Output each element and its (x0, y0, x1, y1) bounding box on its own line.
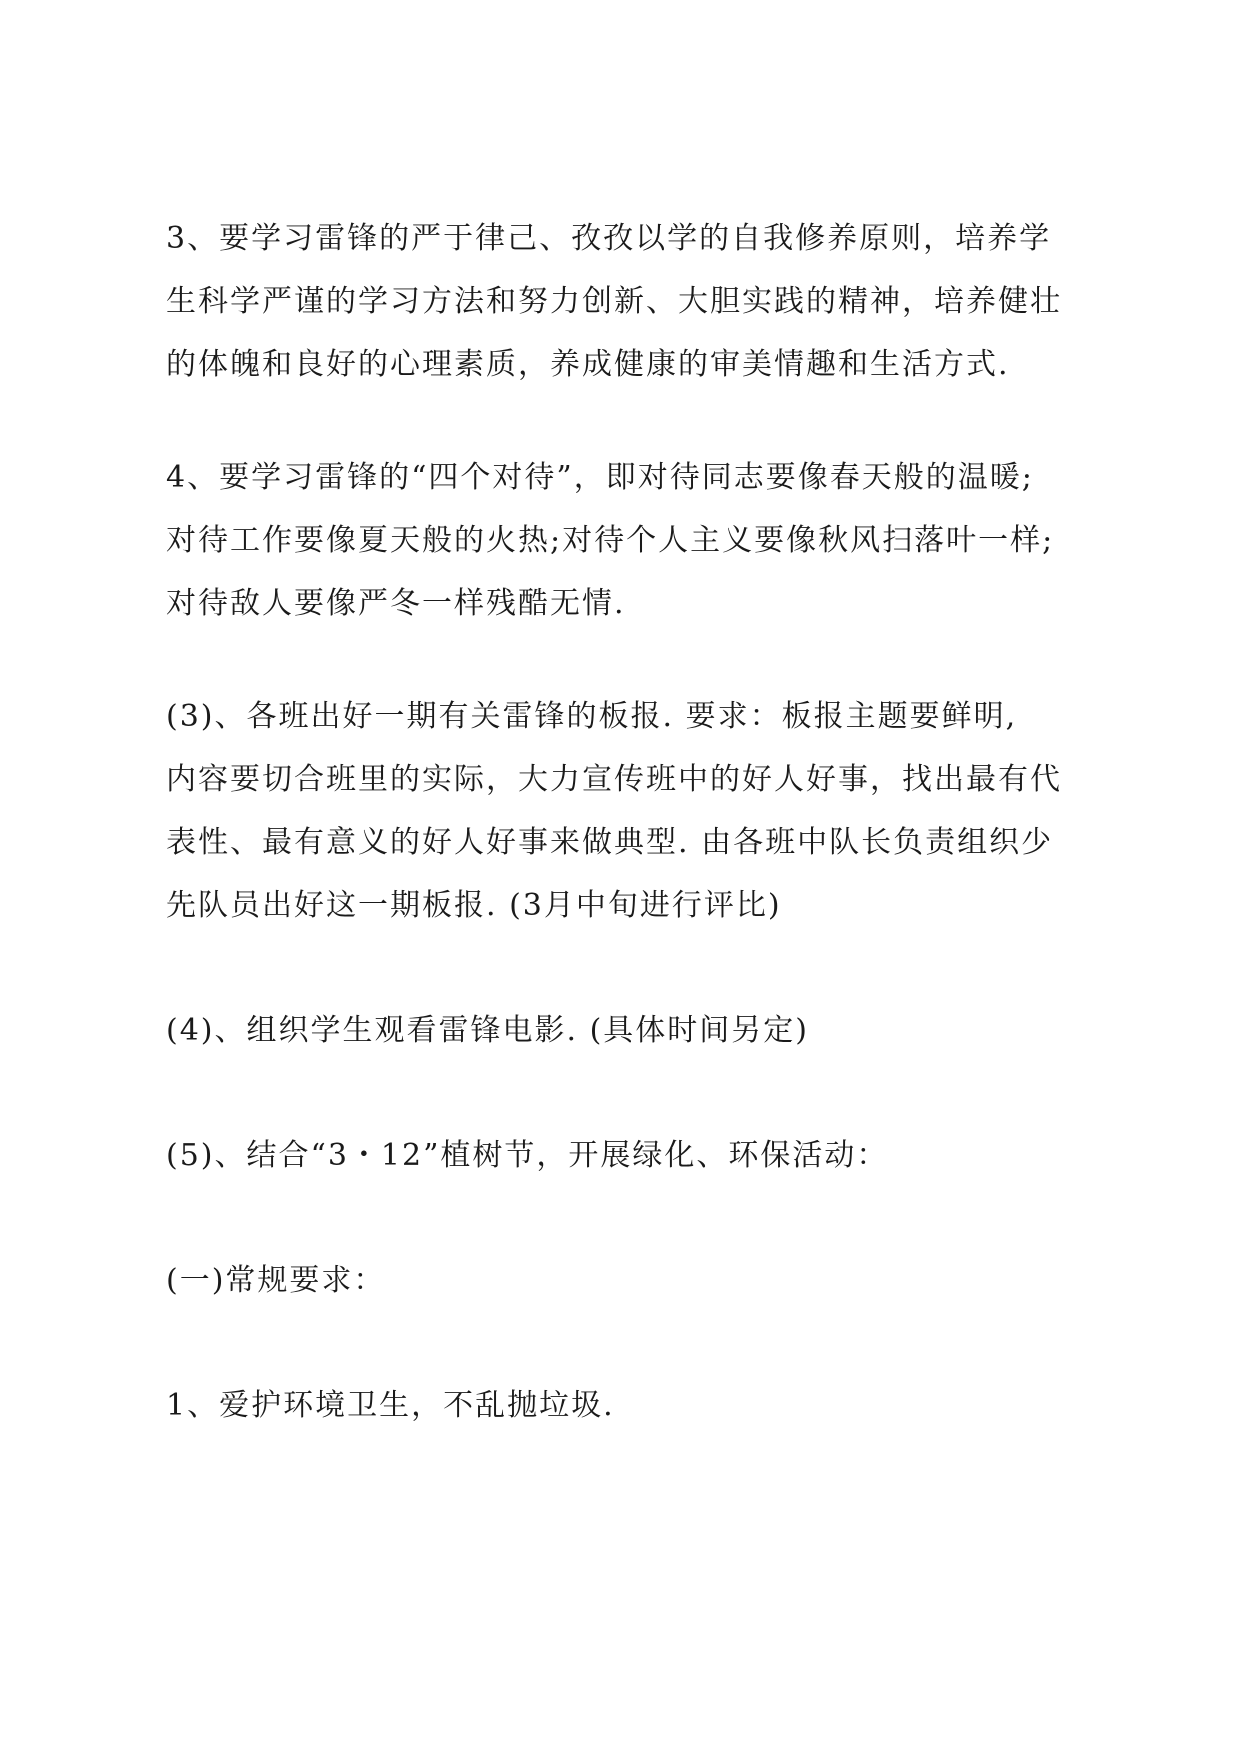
paragraph-spacer (166, 1329, 1096, 1391)
paragraph-movie (166, 1013, 1096, 1079)
text-line: 1、爱护环境卫生，不乱抛垃圾. (166, 1388, 615, 1423)
text-line: 内容要切合班里的实际，大力宣传班中的好人好事，找出最有代 (166, 762, 1062, 797)
paragraph-spacer (166, 652, 1096, 702)
text-line: 先队员出好这一期板报. (3月中旬进行评比) (166, 888, 782, 923)
text-line: 表性、最有意义的好人好事来做典型. 由各班中队长负责组织少 (166, 825, 1054, 860)
text-line: (5)、结合“3・12”植树节，开展绿化、环保活动： (166, 1138, 889, 1173)
text-line: 4、要学习雷锋的“四个对待”，即对待同志要像春天般的温暖; (166, 460, 1034, 495)
text-line: 3、要学习雷锋的严于律己、孜孜以学的自我修养原则，培养学 (166, 221, 1052, 256)
text-line: 生科学严谨的学习方法和努力创新、大胆实践的精神，培养健壮 (166, 284, 1062, 319)
paragraph-spacer (166, 1204, 1096, 1266)
text-line: 的体魄和良好的心理素质，养成健康的审美情趣和生活方式. (166, 347, 1010, 382)
text-line: 对待工作要像夏天般的火热;对待个人主义要像秋风扫落叶一样; (166, 523, 1055, 558)
document-body (166, 221, 1096, 1454)
paragraph-spacer (166, 1079, 1096, 1141)
section-heading-regular-requirements (166, 1263, 1096, 1329)
paragraph-item-4 (166, 460, 1096, 652)
paragraph-item-3 (166, 221, 1096, 413)
paragraph-item-1 (166, 1388, 1096, 1454)
text-line: (3)、各班出好一期有关雷锋的板报. 要求：板报主题要鲜明, (166, 699, 1018, 734)
text-line: (4)、组织学生观看雷锋电影. (具体时间另定) (166, 1013, 809, 1048)
paragraph-arbor-day (166, 1138, 1096, 1204)
paragraph-spacer (166, 954, 1096, 1016)
paragraph-blackboard (166, 699, 1096, 954)
text-line: (一)常规要求： (166, 1263, 386, 1298)
text-line: 对待敌人要像严冬一样残酷无情. (166, 586, 626, 621)
paragraph-spacer (166, 413, 1096, 463)
